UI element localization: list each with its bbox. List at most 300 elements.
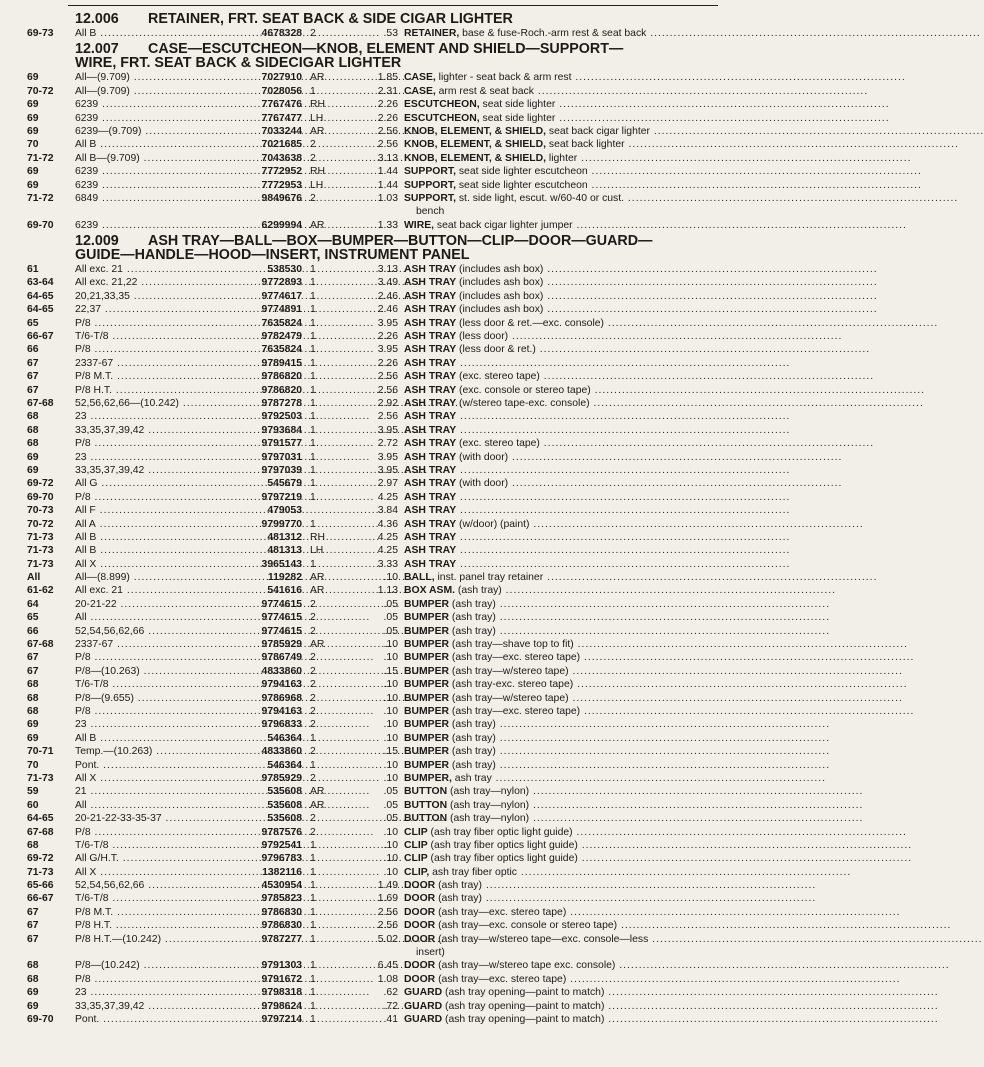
table-row <box>0 759 831 772</box>
table-row <box>0 879 817 892</box>
part-number-cell: 546364 <box>267 759 302 771</box>
description-detail: (exc. stereo tape) <box>456 438 540 450</box>
model-cell: 23 ..... <box>75 718 227 731</box>
description-detail: (ash tray—nylon) <box>447 786 530 798</box>
description-detail: (ash tray—nylon) <box>447 799 530 811</box>
description-detail: (exc. stereo tape) <box>456 371 540 383</box>
year-cell: 70 <box>27 139 39 151</box>
quantity-cell: 1 <box>310 317 316 329</box>
year-cell: 65 <box>27 317 39 329</box>
year-cell: 69 <box>27 112 39 124</box>
year-cell: 67 <box>27 357 39 369</box>
section-number: 12.007 <box>75 41 119 58</box>
description-detail: ash tray <box>451 772 492 784</box>
price-cell: 1.33 <box>377 219 398 231</box>
price-cell: .05 <box>383 625 398 637</box>
description-cell <box>404 826 907 839</box>
price-cell: 3.95 <box>377 424 398 436</box>
model-cell: 23 ..... <box>75 410 227 423</box>
quantity-cell: RH <box>310 531 326 543</box>
price-cell: 2.92 <box>377 398 398 409</box>
table-row <box>0 410 791 423</box>
quantity-cell: 2 <box>310 746 316 758</box>
top-rule <box>68 5 718 6</box>
section-title: CASE—ESCUTCHEON—KNOB, ELEMENT AND SHIELD—SUPPORT— <box>148 41 624 58</box>
model-cell: P/8—(9.655) ..... <box>75 692 227 705</box>
description-name: DOOR <box>404 906 436 918</box>
quantity-cell: 1 <box>310 277 316 289</box>
model-cell: All G/H.T. ..... <box>75 852 227 865</box>
description-detail: (ash tray fiber optics light guide) <box>427 853 578 865</box>
description-name: WIRE, <box>404 219 435 231</box>
description-cell <box>404 424 791 437</box>
dot-leader: ..................................................................................... <box>456 357 791 369</box>
description-name: ESCUTCHEON, <box>404 99 480 111</box>
price-cell: 1.44 <box>377 166 398 178</box>
quantity-cell: 2 <box>310 692 316 704</box>
dot-leader: ..................................................................................... <box>501 585 837 597</box>
year-cell: 67-68 <box>27 639 54 651</box>
model-cell: P/8—(10.242) ..... <box>75 959 227 972</box>
dot-leader: ..................................................................................... <box>566 906 901 918</box>
model-cell: 6239 ..... <box>75 98 227 111</box>
part-number-cell: 9791577 <box>261 438 302 450</box>
price-cell: .10 <box>383 679 398 691</box>
dot-leader: ..................................................................................... <box>604 317 939 329</box>
model-cell: 6849 ..... <box>75 192 227 205</box>
year-cell: 65 <box>27 612 39 624</box>
description-name: CASE, <box>404 72 436 84</box>
dot-leader: ..................................................................................... <box>604 987 939 999</box>
quantity-cell: 1 <box>310 464 316 476</box>
price-cell: 1.08 <box>377 973 398 985</box>
quantity-cell: 2 <box>310 705 316 717</box>
year-cell: 66 <box>27 625 39 637</box>
section-number: 12.009 <box>75 233 119 250</box>
description-name: BUTTON <box>404 813 448 825</box>
price-cell: 4.25 <box>377 491 398 503</box>
description-detail: (includes ash box) <box>456 290 544 302</box>
description-cell <box>404 330 843 343</box>
dot-leader: ..................................................................................... <box>572 826 907 838</box>
description-name: ASH TRAY <box>404 491 457 503</box>
dot-leader: ..................................................................................... <box>587 179 922 191</box>
model-cell: 23 ..... <box>75 986 227 999</box>
table-row <box>0 71 906 84</box>
description-cell <box>404 384 926 397</box>
dot-leader: ..................................................................................... <box>495 732 831 744</box>
dot-leader: ..................................................................................... <box>604 1000 939 1012</box>
year-cell: 71-72 <box>27 152 54 164</box>
model-cell: P/8 H.T. ..... <box>75 384 227 397</box>
quantity-cell: 2 <box>310 679 316 691</box>
description-cell <box>404 1013 939 1026</box>
quantity-cell: 1 <box>310 491 316 503</box>
description-name: BUMPER <box>404 732 450 744</box>
table-row <box>0 330 843 343</box>
description-cell <box>404 919 952 932</box>
description-name: DOOR <box>404 880 436 892</box>
description-cell <box>404 192 959 205</box>
quantity-cell: 1 <box>310 290 316 302</box>
part-number-cell: 9787576 <box>261 826 302 838</box>
part-number-cell: 9774891 <box>261 304 302 316</box>
table-row <box>0 477 843 490</box>
description-cell <box>404 839 913 852</box>
model-cell: P/8 ..... <box>75 437 227 450</box>
dot-leader: ..................................................................................... <box>543 277 878 289</box>
dot-leader: ..................................................................................... <box>543 290 878 302</box>
price-cell: 5.02 <box>377 933 398 945</box>
model-cell: P/8 ..... <box>75 705 227 718</box>
model-cell: P/8 ..... <box>75 343 227 356</box>
description-detail: (ash tray) <box>449 759 496 771</box>
description-detail: (with door) <box>456 451 509 463</box>
table-row <box>0 986 939 999</box>
quantity-cell: 2 <box>310 665 316 677</box>
description-name: ASH TRAY <box>404 398 457 409</box>
price-cell: 3.95 <box>377 344 398 356</box>
description-cell <box>404 571 878 584</box>
description-detail: (ash tray) <box>449 625 496 637</box>
quantity-cell: AR <box>310 125 325 137</box>
part-number-cell: 4833860 <box>261 746 302 758</box>
description-name: CLIP <box>404 853 428 865</box>
dot-leader: ..................................................................................... <box>543 572 878 584</box>
description-name: ASH TRAY <box>404 304 457 316</box>
quantity-cell: 1 <box>310 371 316 383</box>
part-number-cell: 9798624 <box>261 1000 302 1012</box>
price-cell: .10 <box>383 705 398 717</box>
description-cell <box>404 933 983 946</box>
description-cell <box>404 397 924 410</box>
description-detail: (ash tray opening—paint to match) <box>442 1013 605 1025</box>
description-name: ASH TRAY <box>404 411 457 423</box>
year-cell: 71-73 <box>27 531 54 543</box>
description-cell <box>404 959 950 972</box>
description-cell <box>404 799 864 812</box>
part-number-cell: 4530954 <box>261 880 302 892</box>
description-detail: (less door & ret.) <box>456 344 536 356</box>
description-cell <box>404 437 875 450</box>
part-number-cell: 7028056 <box>261 85 302 97</box>
dot-leader: ..................................................................................... <box>456 545 791 557</box>
description-cell <box>404 638 909 651</box>
price-cell: 2.26 <box>377 99 398 111</box>
description-name: BUMPER <box>404 598 450 610</box>
model-cell: All B ..... <box>75 544 227 557</box>
part-number-cell: 546364 <box>267 732 302 744</box>
price-cell: 3.33 <box>377 558 398 570</box>
quantity-cell: 1 <box>310 518 316 530</box>
price-cell: 1.85 <box>377 72 398 84</box>
description-name: DOOR <box>404 893 436 905</box>
description-name: BUMPER <box>404 639 450 651</box>
quantity-cell: 1 <box>310 264 316 276</box>
description-detail: (ash tray—exc. console or stereo tape) <box>435 920 618 932</box>
description-name: ASH TRAY <box>404 558 457 570</box>
price-cell: 2.26 <box>377 331 398 343</box>
description-name: ASH TRAY <box>404 531 457 543</box>
description-detail: ash tray fiber optic <box>429 866 518 878</box>
quantity-cell: 1 <box>310 558 316 570</box>
model-cell: 20,21,33,35 ..... <box>75 290 227 303</box>
description-name: GUARD <box>404 1000 443 1012</box>
model-cell: P/8 H.T. ..... <box>75 919 227 932</box>
year-cell: All <box>27 572 41 584</box>
description-name: BUMPER <box>404 679 450 691</box>
year-cell: 61-62 <box>27 585 54 597</box>
quantity-cell: 2 <box>310 772 316 784</box>
part-number-cell: 119282 <box>267 572 302 584</box>
model-cell: P/8 ..... <box>75 317 227 330</box>
model-cell: 2337-67 ..... <box>75 357 227 370</box>
price-cell: .05 <box>383 799 398 811</box>
year-cell: 69 <box>27 732 39 744</box>
dot-leader: ..................................................................................... <box>649 125 984 137</box>
year-cell: 70 <box>27 759 39 771</box>
quantity-cell: 1 <box>310 880 316 892</box>
part-number-cell: 9791303 <box>261 960 302 972</box>
description-detail: seat side lighter escutcheon <box>455 179 588 191</box>
part-number-cell: 9797219 <box>261 491 302 503</box>
quantity-cell: AR <box>310 219 325 231</box>
part-number-cell: 9794163 <box>261 679 302 691</box>
table-row <box>0 651 915 664</box>
description-detail: (w/door) (paint) <box>456 518 530 530</box>
quantity-cell: 1 <box>310 478 316 490</box>
dot-leader: ..................................................................................... <box>577 839 913 851</box>
dot-leader: ..................................................................................... <box>529 799 864 811</box>
quantity-cell: 1 <box>310 398 316 409</box>
table-row <box>0 1013 939 1026</box>
year-cell: 69-73 <box>27 28 54 39</box>
model-cell: 2337-67 ..... <box>75 638 227 651</box>
part-number-cell: 9792503 <box>261 411 302 423</box>
year-cell: 60 <box>27 799 39 811</box>
dot-leader: ..................................................................................... <box>617 920 952 932</box>
table-row <box>0 384 926 397</box>
model-cell: P/8 M.T. ..... <box>75 370 227 383</box>
description-name: KNOB, ELEMENT, & SHIELD, <box>404 125 547 137</box>
dot-leader: ..................................................................................... <box>580 705 915 717</box>
dot-leader: ..................................................................................... <box>456 558 791 570</box>
description-detail: st. side light, escut. w/60-40 or cust. <box>455 192 625 204</box>
model-cell: Pont. ..... <box>75 759 227 772</box>
table-row <box>0 584 837 597</box>
description-name: ASH TRAY <box>404 264 457 276</box>
price-cell: .53 <box>383 28 398 39</box>
part-number-cell: 9786820 <box>261 384 302 396</box>
description-cell <box>404 692 903 705</box>
year-cell: 67 <box>27 384 39 396</box>
description-cell <box>404 27 981 40</box>
model-cell: 6239 ..... <box>75 112 227 125</box>
description-cell <box>404 85 869 98</box>
model-cell: P/8 H.T.—(10.242) ..... <box>75 933 227 946</box>
table-row <box>0 598 831 611</box>
quantity-cell: 2 <box>310 625 316 637</box>
description-cell <box>404 986 939 999</box>
description-cell <box>404 558 791 571</box>
description-cell <box>404 584 837 597</box>
description-name: BUMPER, <box>404 772 452 784</box>
description-name: ASH TRAY <box>404 344 457 356</box>
description-name: ASH TRAY <box>404 290 457 302</box>
table-row <box>0 544 791 557</box>
description-cell <box>404 290 878 303</box>
description-name: BUTTON <box>404 786 448 798</box>
model-cell: All ..... <box>75 799 227 812</box>
description-name: GUARD <box>404 987 443 999</box>
model-cell: All B—(9.709) ..... <box>75 152 227 165</box>
part-number-cell: 9786830 <box>261 906 302 918</box>
table-row <box>0 317 939 330</box>
table-row <box>0 138 959 151</box>
part-number-cell: 7635824 <box>261 317 302 329</box>
description-detail: lighter <box>546 152 578 164</box>
part-number-cell: 9787277 <box>261 933 302 945</box>
year-cell: 69 <box>27 451 39 463</box>
model-cell: All B ..... <box>75 531 227 544</box>
description-name: BUMPER <box>404 719 450 731</box>
price-cell: 1.69 <box>377 893 398 905</box>
part-number-cell: 6299994 <box>261 219 302 231</box>
table-row <box>0 112 890 125</box>
part-number-cell: 545679 <box>267 478 302 490</box>
price-cell: 2.26 <box>377 112 398 124</box>
description-detail: (includes ash box) <box>456 264 544 276</box>
description-cell <box>404 179 922 192</box>
price-cell: .10 <box>383 826 398 838</box>
price-cell: .05 <box>383 786 398 798</box>
description-cell <box>404 1000 939 1013</box>
description-cell <box>404 651 915 664</box>
table-row <box>0 892 817 905</box>
description-name: BUMPER <box>404 665 450 677</box>
dot-leader: ..................................................................................... <box>589 398 924 409</box>
year-cell: 71-73 <box>27 558 54 570</box>
part-number-cell: 9774617 <box>261 290 302 302</box>
table-row <box>0 290 878 303</box>
year-cell: 69 <box>27 1000 39 1012</box>
table-row <box>0 165 922 178</box>
description-name: ASH TRAY <box>404 518 457 530</box>
year-cell: 71-72 <box>27 192 54 204</box>
quantity-cell: 1 <box>310 839 316 851</box>
dot-leader: ..................................................................................... <box>580 652 915 664</box>
model-cell: P/8 ..... <box>75 651 227 664</box>
model-cell: All G ..... <box>75 477 227 490</box>
description-detail: inst. panel tray retainer <box>434 572 544 584</box>
part-number-cell: 7027910 <box>261 72 302 84</box>
part-number-cell: 9785823 <box>261 893 302 905</box>
section-heading <box>0 234 750 262</box>
model-cell: 20-21-22 ..... <box>75 598 227 611</box>
part-number-cell: 535608 <box>267 786 302 798</box>
model-cell: P/8 ..... <box>75 826 227 839</box>
dot-leader: ..................................................................................... <box>517 866 852 878</box>
description-detail: (ash tray—w/stereo tape) <box>449 665 569 677</box>
dot-leader: ..................................................................................... <box>615 960 950 972</box>
description-detail: (ash tray opening—paint to match) <box>442 1000 605 1012</box>
part-number-cell: 9785929 <box>261 772 302 784</box>
description-cell <box>404 477 843 490</box>
description-name: BUMPER <box>404 692 450 704</box>
quantity-cell: 2 <box>310 652 316 664</box>
price-cell: .10 <box>383 572 398 584</box>
description-detail: (ash tray) <box>435 893 482 905</box>
price-cell: 2.56 <box>377 125 398 137</box>
quantity-cell: 1 <box>310 451 316 463</box>
description-cell <box>404 785 864 798</box>
description-continuation: bench <box>416 206 445 218</box>
dot-leader: ..................................................................................... <box>491 772 827 784</box>
part-number-cell: 9772893 <box>261 277 302 289</box>
table-row <box>0 464 791 477</box>
dot-leader: ..................................................................................... <box>533 85 869 97</box>
part-number-cell: 481312 <box>267 531 302 543</box>
year-cell: 68 <box>27 679 39 691</box>
table-row <box>0 718 831 731</box>
description-detail: (ash tray—shave top to fit) <box>449 639 574 651</box>
description-name: ESCUTCHEON, <box>404 112 480 124</box>
part-number-cell: 7772952 <box>261 166 302 178</box>
year-cell: 69 <box>27 72 39 84</box>
year-cell: 67-68 <box>27 826 54 838</box>
description-name: BOX ASM. <box>404 585 455 597</box>
table-row <box>0 772 827 785</box>
part-number-cell: 7043638 <box>261 152 302 164</box>
quantity-cell: AR <box>310 799 325 811</box>
description-cell <box>404 317 939 330</box>
description-cell <box>404 152 912 165</box>
price-cell: 2.56 <box>377 139 398 151</box>
description-cell <box>404 165 922 178</box>
description-detail: (ash tray—w/stereo tape exc. console) <box>435 960 616 972</box>
dot-leader: ..................................................................................... <box>456 464 791 476</box>
quantity-cell: 2 <box>310 192 316 204</box>
table-row <box>0 826 907 839</box>
model-cell: 33,35,37,39,42 ..... <box>75 1000 227 1013</box>
price-cell: .10 <box>383 719 398 731</box>
dot-leader: ..................................................................................... <box>572 219 907 231</box>
part-number-cell: 541616 <box>267 585 302 597</box>
description-cell <box>404 544 791 557</box>
model-cell: 52,54,56,62,66 ..... <box>75 625 227 638</box>
part-number-cell: 9774615 <box>261 625 302 637</box>
model-cell: All exc. 21,22 ..... <box>75 276 227 289</box>
part-number-cell: 9791672 <box>261 973 302 985</box>
description-name: CLIP <box>404 839 428 851</box>
section-title: RETAINER, FRT. SEAT BACK & SIDE CIGAR LIGHTER <box>148 11 513 27</box>
table-row <box>0 866 852 879</box>
dot-leader: ..................................................................................... <box>529 813 864 825</box>
table-row <box>0 745 831 758</box>
year-cell: 69 <box>27 464 39 476</box>
dot-leader: ..................................................................................... <box>568 692 903 704</box>
description-cell <box>404 906 901 919</box>
description-detail: (ash tray—w/stereo tape) <box>449 692 569 704</box>
year-cell: 67 <box>27 906 39 918</box>
quantity-cell: 1 <box>310 973 316 985</box>
part-number-cell: 1382116 <box>262 866 302 878</box>
description-cell <box>404 892 817 905</box>
table-row <box>0 518 864 531</box>
part-number-cell: 4678328 <box>261 28 302 39</box>
dot-leader: ..................................................................................... <box>568 665 903 677</box>
table-row <box>0 732 831 745</box>
